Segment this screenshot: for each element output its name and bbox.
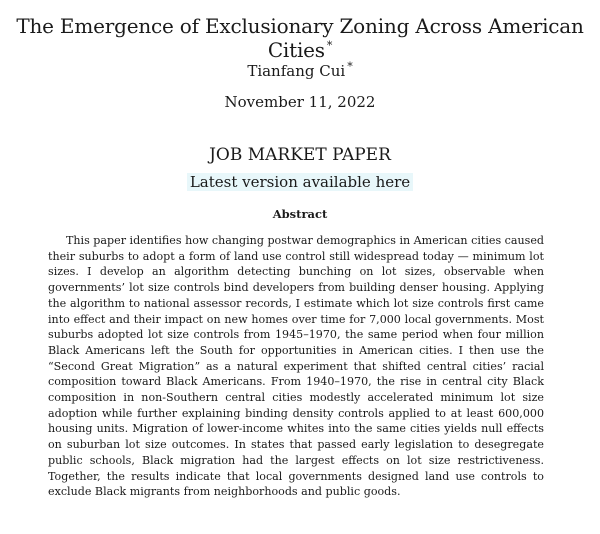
author-name	[0, 62, 600, 80]
paper-date: November 11, 2022	[224, 93, 376, 111]
latest-version-link[interactable]: Latest version available here	[187, 173, 413, 191]
author-name-text: Tianfang Cui	[247, 62, 346, 80]
paper-title-text: The Emergence of Exclusionary Zoning Across American Cities	[16, 14, 584, 62]
title-footnote-mark[interactable]: *	[326, 39, 333, 53]
job-market-paper-label: JOB MARKET PAPER	[209, 145, 391, 165]
abstract-body: This paper identifies how changing postwar demographics in American cities caused their suburbs to adopt a form of land use control still widespread today — minimum lot sizes. I develop an algorithm detecting bunching on lot sizes, observable when governments’ lot size controls bind developers from building denser housing. Applying the algorithm to national assessor records, I estimate which lot size controls first came into effect and their impact on new homes over time for 7,000 local governments. Most suburbs adopted lot size controls from 1945–1970, the same period when four million Black Americans left the South for opportunities in American cities. I then use the “Second Great Migration” as a natural experiment that shifted central cities’ racial composition toward Black Americans. From 1940–1970, the rise in central city Black composition in non-Southern central cities modestly accelerated minimum lot size adoption while further explaining binding density controls applied to at least 600,000 housing units. Migration of lower-income whites into the same cities yields null effects on suburban lot size outcomes. In states that passed early legislation to desegregate public schools, Black migration had the largest effects on lot size restrictiveness. Together, the results indicate that local governments designed land use controls to exclude Black migrants from neighborhoods and public goods.	[48, 234, 544, 499]
latest-version-container	[0, 172, 600, 191]
author-footnote-mark[interactable]: *	[347, 60, 353, 73]
paper-title	[0, 14, 600, 62]
abstract-heading: Abstract	[272, 207, 328, 221]
